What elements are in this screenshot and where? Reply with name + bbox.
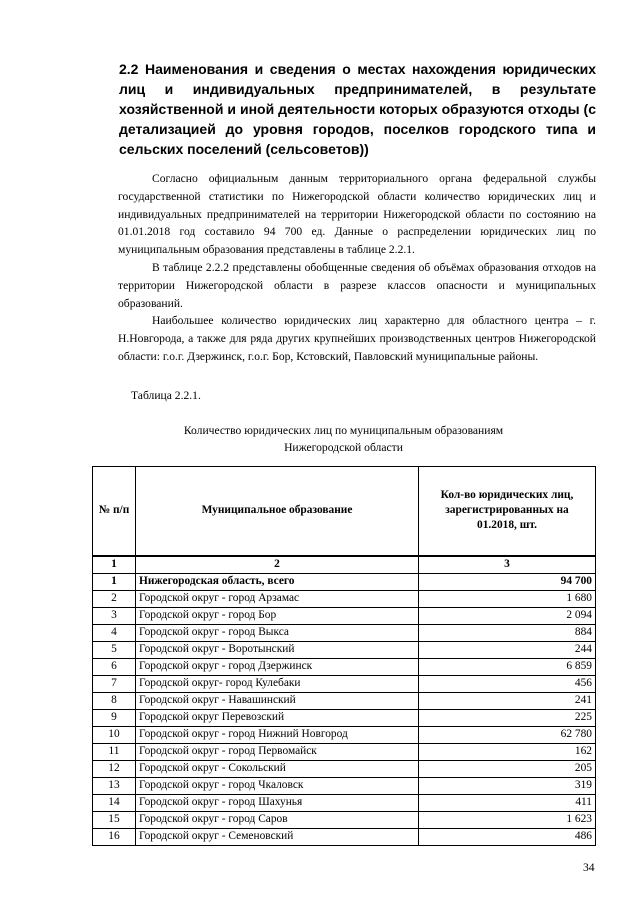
row-number: 11 <box>93 743 136 760</box>
entity-count: 456 <box>419 675 596 692</box>
entity-count: 162 <box>419 743 596 760</box>
table-title <box>92 422 595 456</box>
municipality-name: Нижегородская область, всего <box>136 573 419 590</box>
municipality-name: Городской округ - город Нижний Новгород <box>136 726 419 743</box>
entity-count: 244 <box>419 641 596 658</box>
table-row <box>93 777 596 794</box>
header-count: Кол-во юридических лиц, зарегистрированных на 01.2018, шт. <box>419 466 596 556</box>
table-row <box>93 760 596 777</box>
row-number: 16 <box>93 828 136 845</box>
table-row <box>93 607 596 624</box>
paragraph: Наибольшее количество юридических лиц характерно для областного центра – г. Н.Новгорода, а также для ряда других крупнейших производственных центров Нижегородской области: г.о.г. Дзержинск, г.о.г. Бор, Кстовский, Павловский муниципальные районы. <box>118 314 596 363</box>
municipality-name: Городской округ - Семеновский <box>136 828 419 845</box>
municipality-name: Городской округ - город Шахунья <box>136 794 419 811</box>
entity-count: 225 <box>419 709 596 726</box>
municipality-name: Городской округ- город Кулебаки <box>136 675 419 692</box>
municipality-name: Городской округ Перевозский <box>136 709 419 726</box>
municipality-name: Городской округ - город Арзамас <box>136 590 419 607</box>
table-row <box>93 590 596 607</box>
table-row <box>93 794 596 811</box>
row-number: 10 <box>93 726 136 743</box>
entity-count: 1 623 <box>419 811 596 828</box>
row-number: 8 <box>93 692 136 709</box>
table-row <box>93 658 596 675</box>
row-number: 12 <box>93 760 136 777</box>
entity-count: 411 <box>419 794 596 811</box>
data-table <box>92 466 596 846</box>
entity-count: 884 <box>419 624 596 641</box>
column-number-row <box>93 556 596 574</box>
row-number: 9 <box>93 709 136 726</box>
table-title-line: Количество юридических лиц по муниципальным образованиям <box>183 423 504 437</box>
entity-count: 319 <box>419 777 596 794</box>
table-label: Таблица 2.2.1. <box>131 388 201 402</box>
entity-count: 205 <box>419 760 596 777</box>
municipality-name: Городской округ - город Дзержинск <box>136 658 419 675</box>
table-title-line: Нижегородской области <box>284 440 403 454</box>
header-number: № п/п <box>93 466 136 556</box>
entity-count: 62 780 <box>419 726 596 743</box>
paragraph: Согласно официальным данным территориального органа федеральной службы государственной статистики по Нижегородской области количество юридических лиц и индивидуальных предпринимателей на территории Нижегородской области по состоянию на 01.01.2018 год составило 94 700 ед. Данные о распределении юридических лиц по муниципальным образования представлены в таблице 2.2.1. <box>118 172 596 257</box>
row-number: 7 <box>93 675 136 692</box>
table-row <box>93 573 596 590</box>
column-number: 1 <box>93 556 136 574</box>
municipality-name: Городской округ - Навашинский <box>136 692 419 709</box>
table-row <box>93 743 596 760</box>
table-row <box>93 675 596 692</box>
municipality-name: Городской округ - город Саров <box>136 811 419 828</box>
table-row <box>93 726 596 743</box>
municipality-name: Городской округ - город Первомайск <box>136 743 419 760</box>
row-number: 13 <box>93 777 136 794</box>
row-number: 15 <box>93 811 136 828</box>
entity-count: 94 700 <box>419 573 596 590</box>
table-row <box>93 641 596 658</box>
row-number: 3 <box>93 607 136 624</box>
header-municipality: Муниципальное образование <box>136 466 419 556</box>
table-row <box>93 692 596 709</box>
municipality-name: Городской округ - город Выкса <box>136 624 419 641</box>
section-heading: 2.2 Наименования и сведения о местах нахождения юридических лиц и индивидуальных предпринимателей, в результате хозяйственной и иной деятельности которых образуются отходы (с детализацией до уровня городов, поселков городского типа и сельских поселений (сельсоветов)) <box>119 61 596 157</box>
paragraph: В таблице 2.2.2 представлены обобщенные сведения об объёмах образования отходов на территории Нижегородской области в разрезе классов опасности и муниципальных образований. <box>118 260 596 310</box>
page-number: 34 <box>583 860 595 874</box>
row-number: 4 <box>93 624 136 641</box>
row-number: 5 <box>93 641 136 658</box>
municipality-name: Городской округ - город Чкаловск <box>136 777 419 794</box>
column-number: 3 <box>419 556 596 574</box>
entity-count: 2 094 <box>419 607 596 624</box>
table-row <box>93 811 596 828</box>
column-number: 2 <box>136 556 419 574</box>
entity-count: 6 859 <box>419 658 596 675</box>
table-row <box>93 624 596 641</box>
municipality-name: Городской округ - Сокольский <box>136 760 419 777</box>
body-text <box>118 170 596 366</box>
row-number: 2 <box>93 590 136 607</box>
entity-count: 1 680 <box>419 590 596 607</box>
row-number: 6 <box>93 658 136 675</box>
row-number: 1 <box>93 573 136 590</box>
entity-count: 241 <box>419 692 596 709</box>
municipality-name: Городской округ - Воротынский <box>136 641 419 658</box>
table-row <box>93 828 596 845</box>
table-row <box>93 709 596 726</box>
entity-count: 486 <box>419 828 596 845</box>
table-header-row <box>93 466 596 556</box>
municipality-name: Городской округ - город Бор <box>136 607 419 624</box>
row-number: 14 <box>93 794 136 811</box>
